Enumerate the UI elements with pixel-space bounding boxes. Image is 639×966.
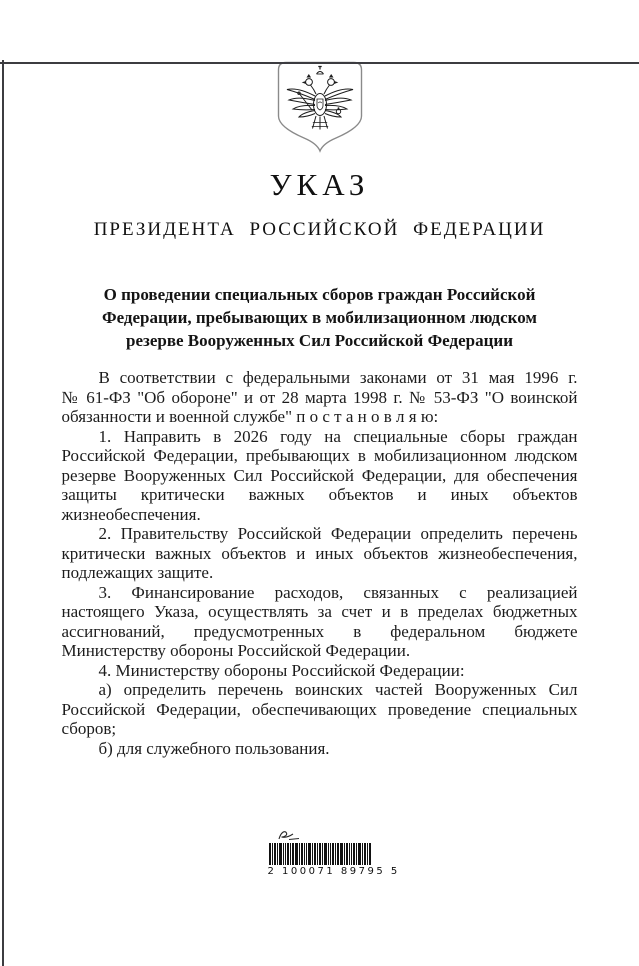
decree-type-heading: УКАЗ	[269, 167, 370, 202]
decree-issuer-heading: ПРЕЗИДЕНТА РОССИЙСКОЙ ФЕДЕРАЦИИ	[93, 219, 546, 240]
paragraph-preamble	[62, 368, 578, 427]
body-line: а) определить перечень воинских частей Вооруженных Сил	[98, 680, 578, 699]
paragraph-item-2	[62, 524, 578, 583]
body-line: Российской Федерации, пребывающих в мобилизационном людском	[61, 446, 578, 465]
scanned-decree-page	[0, 60, 639, 966]
paragraph-item-4	[62, 661, 578, 681]
handwritten-squiggle-icon	[276, 828, 302, 843]
body-line: жизнеобеспечения.	[61, 504, 201, 524]
body-line: защиты критически важных объектов и иных объектов	[61, 485, 578, 504]
body-line: резерве Вооруженных Сил Российской Федерации, для обеспечения	[61, 465, 578, 485]
body-line: Министерству обороны Российской Федерации.	[61, 641, 411, 660]
body-line: 2. Правительству Российской Федерации определить перечень	[98, 524, 578, 543]
barcode	[269, 843, 371, 865]
body-line: 1. Направить в 2026 году на специальные сборы граждан	[98, 426, 578, 446]
subject-line: О проведении специальных сборов граждан Российской	[103, 285, 536, 304]
body-line: настоящего Указа, осуществлять за счет и в пределах бюджетных	[61, 602, 578, 621]
body-line: подлежащих защите.	[61, 563, 214, 582]
subject-line: резерве Вооруженных Сил Российской Федерации	[126, 331, 513, 350]
body-line: 4. Министерству обороны Российской Федерации:	[98, 660, 465, 680]
paragraph-item-4b	[62, 739, 578, 759]
russian-coat-of-arms-icon	[276, 60, 364, 156]
subject-line: Федерации, пребывающих в мобилизационном людском	[101, 308, 537, 327]
decree-subject	[70, 283, 570, 352]
decree-document	[0, 60, 639, 966]
paragraph-item-3	[62, 583, 578, 661]
body-line: критически важных объектов и иных объектов жизнеобеспечения,	[61, 543, 578, 563]
body-line: обязанности и военной службе" п о с т а н о в л я ю:	[61, 407, 439, 426]
body-line: 3. Финансирование расходов, связанных с реализацией	[98, 582, 578, 602]
body-line: б) для служебного пользования.	[98, 738, 330, 758]
decree-body	[62, 368, 578, 758]
body-line: ассигнований, предусмотренных в федеральном бюджете	[61, 621, 578, 641]
scan-edge-left	[2, 60, 4, 966]
body-line: сборов;	[61, 719, 117, 738]
body-line: В соответствии с федеральными законами от 31 мая 1996 г.	[98, 368, 578, 387]
barcode-block	[267, 828, 400, 877]
barcode-digits: 2 100071 89795 5	[267, 866, 400, 877]
paragraph-item-1	[62, 427, 578, 525]
body-line: № 61-ФЗ "Об обороне" и от 28 марта 1998 г. № 53-ФЗ "О воинской	[61, 387, 578, 407]
paragraph-item-4a	[62, 680, 578, 739]
body-line: Российской Федерации, обеспечивающих проведение специальных	[61, 699, 578, 719]
scan-edge-top	[0, 62, 639, 64]
